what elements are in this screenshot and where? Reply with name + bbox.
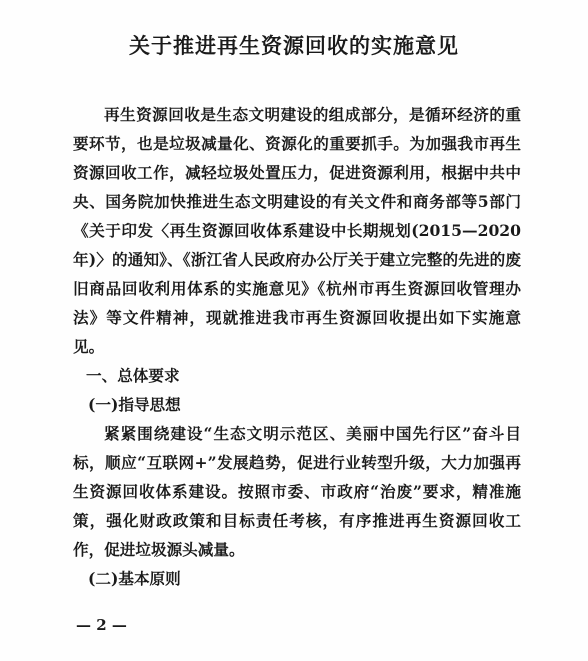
subsection-heading-basic-principles: (二)基本原则 [88,569,181,588]
subsection-heading-guiding-ideology: (一)指导思想 [88,395,181,414]
section-heading-general-requirements: 一、总体要求 [86,366,180,385]
page-number: — 2 — [76,616,127,634]
intro-paragraph: 再生资源回收是生态文明建设的组成部分，是循环经济的重要环节，也是垃圾减量化、资源化的重要抓手。为加强我市再生资源回收工作，减轻垃圾处置压力，促进资源利用，根据中共中央、国务院加快推进生态文明建设的有关文件和商务部等5部门《关于印发〈再生资源回收体系建设中长期规划(2015—2020年)〉的通知》、《浙江省人民政府办公厅关于建立完整的先进的废旧商品回收利用体系的实施意见》《杭州市再生资源回收管理办法》等文件精神，现就推进我市再生资源回收提出如下实施意见。 [73,105,521,356]
guiding-ideology-paragraph: 紧紧围绕建设“生态文明示范区、美丽中国先行区”奋斗目标，顺应“互联网+”发展趋势，促进行业转型升级，大力加强再生资源回收体系建设。按照市委、市政府“治废”要求，精准施策，强化财政政策和目标责任考核，有序推进再生资源回收工作，促进垃圾源头减量。 [73,424,521,559]
document-title: 关于推进再生资源回收的实施意见 [129,33,459,58]
document-body [73,100,521,593]
